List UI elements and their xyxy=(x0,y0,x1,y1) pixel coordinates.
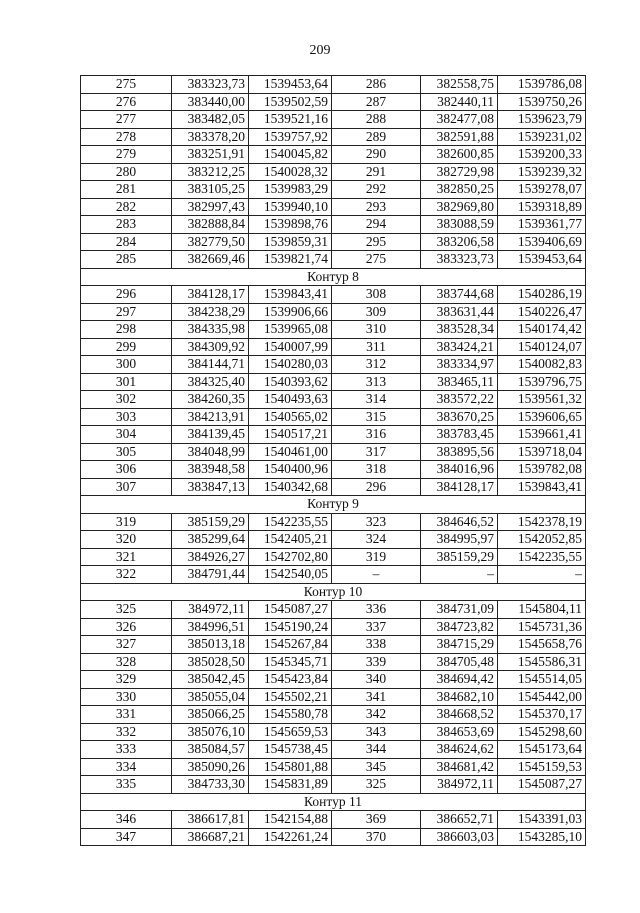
x-coordinate-cell: 384325,40 xyxy=(172,373,249,391)
y-coordinate-cell: 1539239,32 xyxy=(498,163,586,181)
y-coordinate-cell: 1543391,03 xyxy=(498,811,586,829)
table-row xyxy=(81,146,586,164)
x-coordinate-cell: 384624,62 xyxy=(421,741,498,759)
x-coordinate-cell: 382729,98 xyxy=(421,163,498,181)
point-number-cell: 320 xyxy=(81,531,172,549)
y-coordinate-cell: 1542405,21 xyxy=(249,531,332,549)
point-number-cell: 370 xyxy=(332,828,421,846)
y-coordinate-cell: 1545370,17 xyxy=(498,706,586,724)
x-coordinate-cell: 383323,73 xyxy=(421,251,498,269)
x-coordinate-cell: 382779,50 xyxy=(172,233,249,251)
point-number-cell: 327 xyxy=(81,636,172,654)
page-number: 209 xyxy=(309,43,331,58)
y-coordinate-cell: 1543285,10 xyxy=(498,828,586,846)
table-row xyxy=(81,706,586,724)
x-coordinate-cell: 384715,29 xyxy=(421,636,498,654)
x-coordinate-cell: 383206,58 xyxy=(421,233,498,251)
y-coordinate-cell: 1545298,60 xyxy=(498,723,586,741)
point-number-cell: 306 xyxy=(81,461,172,479)
x-coordinate-cell: 383783,45 xyxy=(421,426,498,444)
x-coordinate-cell: 384646,52 xyxy=(421,513,498,531)
point-number-cell: 318 xyxy=(332,461,421,479)
point-number-cell: 339 xyxy=(332,653,421,671)
x-coordinate-cell: 384048,99 xyxy=(172,443,249,461)
point-number-cell: 285 xyxy=(81,251,172,269)
point-number-cell: 303 xyxy=(81,408,172,426)
x-coordinate-cell: 385159,29 xyxy=(421,548,498,566)
point-number-cell: 331 xyxy=(81,706,172,724)
point-number-cell: 330 xyxy=(81,688,172,706)
point-number-cell: 304 xyxy=(81,426,172,444)
x-coordinate-cell: 384128,17 xyxy=(421,478,498,496)
point-number-cell: 305 xyxy=(81,443,172,461)
table-row xyxy=(81,601,586,619)
point-number-cell: 312 xyxy=(332,356,421,374)
y-coordinate-cell: 1545731,36 xyxy=(498,618,586,636)
y-coordinate-cell: 1545659,53 xyxy=(249,723,332,741)
x-coordinate-cell: 385013,18 xyxy=(172,636,249,654)
x-coordinate-cell: 384335,98 xyxy=(172,321,249,339)
x-coordinate-cell: 383948,58 xyxy=(172,461,249,479)
table-row xyxy=(81,653,586,671)
point-number-cell: 336 xyxy=(332,601,421,619)
y-coordinate-cell: 1540493,63 xyxy=(249,391,332,409)
x-coordinate-cell: 383334,97 xyxy=(421,356,498,374)
x-coordinate-cell: 382969,80 xyxy=(421,198,498,216)
y-coordinate-cell: 1542154,88 xyxy=(249,811,332,829)
x-coordinate-cell: 385090,26 xyxy=(172,758,249,776)
y-coordinate-cell: 1539561,32 xyxy=(498,391,586,409)
x-coordinate-cell: 382558,75 xyxy=(421,76,498,94)
point-number-cell: 287 xyxy=(332,93,421,111)
x-coordinate-cell: 382997,43 xyxy=(172,198,249,216)
point-number-cell: 296 xyxy=(332,478,421,496)
y-coordinate-cell: 1539278,07 xyxy=(498,181,586,199)
y-coordinate-cell: 1540028,32 xyxy=(249,163,332,181)
point-number-cell: 347 xyxy=(81,828,172,846)
x-coordinate-cell: 382600,85 xyxy=(421,146,498,164)
section-title: Контур 8 xyxy=(81,268,586,286)
table-row xyxy=(81,478,586,496)
y-coordinate-cell: 1545502,21 xyxy=(249,688,332,706)
x-coordinate-cell: 384996,51 xyxy=(172,618,249,636)
y-coordinate-cell: 1539983,29 xyxy=(249,181,332,199)
x-coordinate-cell: 384309,92 xyxy=(172,338,249,356)
table-row xyxy=(81,776,586,794)
point-number-cell: 300 xyxy=(81,356,172,374)
y-coordinate-cell: 1539821,74 xyxy=(249,251,332,269)
section-header-row xyxy=(81,268,586,286)
table-row xyxy=(81,391,586,409)
y-coordinate-cell: 1539606,65 xyxy=(498,408,586,426)
table-row xyxy=(81,636,586,654)
x-coordinate-cell: 383378,20 xyxy=(172,128,249,146)
point-number-cell: 323 xyxy=(332,513,421,531)
y-coordinate-cell: 1539796,75 xyxy=(498,373,586,391)
y-coordinate-cell: 1539965,08 xyxy=(249,321,332,339)
point-number-cell: 301 xyxy=(81,373,172,391)
y-coordinate-cell: 1539940,10 xyxy=(249,198,332,216)
table-row xyxy=(81,443,586,461)
table-row xyxy=(81,251,586,269)
table-row xyxy=(81,303,586,321)
point-number-cell: 302 xyxy=(81,391,172,409)
x-coordinate-cell: 386652,71 xyxy=(421,811,498,829)
y-coordinate-cell: 1540461,00 xyxy=(249,443,332,461)
point-number-cell: 344 xyxy=(332,741,421,759)
point-number-cell: 340 xyxy=(332,671,421,689)
y-coordinate-cell: 1540007,99 xyxy=(249,338,332,356)
x-coordinate-cell: 383744,68 xyxy=(421,286,498,304)
y-coordinate-cell: 1545738,45 xyxy=(249,741,332,759)
point-number-cell: 337 xyxy=(332,618,421,636)
point-number-cell: 338 xyxy=(332,636,421,654)
point-number-cell: 284 xyxy=(81,233,172,251)
table-row xyxy=(81,828,586,846)
point-number-cell: 309 xyxy=(332,303,421,321)
point-number-cell: 310 xyxy=(332,321,421,339)
y-coordinate-cell: 1539718,04 xyxy=(498,443,586,461)
y-coordinate-cell: 1540517,21 xyxy=(249,426,332,444)
y-coordinate-cell: 1539453,64 xyxy=(249,76,332,94)
table-row xyxy=(81,76,586,94)
x-coordinate-cell: 384260,35 xyxy=(172,391,249,409)
y-coordinate-cell: 1545345,71 xyxy=(249,653,332,671)
point-number-cell: 343 xyxy=(332,723,421,741)
y-coordinate-cell: 1545442,00 xyxy=(498,688,586,706)
x-coordinate-cell: – xyxy=(421,566,498,584)
point-number-cell: – xyxy=(332,566,421,584)
y-coordinate-cell: 1540280,03 xyxy=(249,356,332,374)
y-coordinate-cell: 1545831,89 xyxy=(249,776,332,794)
y-coordinate-cell: 1539361,77 xyxy=(498,216,586,234)
table-row xyxy=(81,741,586,759)
y-coordinate-cell: 1545658,76 xyxy=(498,636,586,654)
y-coordinate-cell: 1539786,08 xyxy=(498,76,586,94)
point-number-cell: 296 xyxy=(81,286,172,304)
table-row xyxy=(81,618,586,636)
y-coordinate-cell: 1542540,05 xyxy=(249,566,332,584)
y-coordinate-cell: 1539859,31 xyxy=(249,233,332,251)
y-coordinate-cell: 1540082,83 xyxy=(498,356,586,374)
point-number-cell: 335 xyxy=(81,776,172,794)
x-coordinate-cell: 384723,82 xyxy=(421,618,498,636)
y-coordinate-cell: 1545087,27 xyxy=(249,601,332,619)
x-coordinate-cell: 383440,00 xyxy=(172,93,249,111)
point-number-cell: 276 xyxy=(81,93,172,111)
point-number-cell: 293 xyxy=(332,198,421,216)
table-row xyxy=(81,321,586,339)
y-coordinate-cell: 1545159,53 xyxy=(498,758,586,776)
y-coordinate-cell: 1540400,96 xyxy=(249,461,332,479)
y-coordinate-cell: 1545173,64 xyxy=(498,741,586,759)
point-number-cell: 325 xyxy=(332,776,421,794)
table-row xyxy=(81,531,586,549)
y-coordinate-cell: 1539623,79 xyxy=(498,111,586,129)
table-row xyxy=(81,233,586,251)
table-row xyxy=(81,566,586,584)
point-number-cell: 289 xyxy=(332,128,421,146)
y-coordinate-cell: 1545514,05 xyxy=(498,671,586,689)
point-number-cell: 299 xyxy=(81,338,172,356)
table-row xyxy=(81,216,586,234)
x-coordinate-cell: 383323,73 xyxy=(172,76,249,94)
point-number-cell: 288 xyxy=(332,111,421,129)
point-number-cell: 282 xyxy=(81,198,172,216)
y-coordinate-cell: 1545801,88 xyxy=(249,758,332,776)
y-coordinate-cell: 1545586,31 xyxy=(498,653,586,671)
x-coordinate-cell: 384238,29 xyxy=(172,303,249,321)
x-coordinate-cell: 384733,30 xyxy=(172,776,249,794)
x-coordinate-cell: 384668,52 xyxy=(421,706,498,724)
x-coordinate-cell: 385055,04 xyxy=(172,688,249,706)
point-number-cell: 346 xyxy=(81,811,172,829)
table-row xyxy=(81,723,586,741)
point-number-cell: 281 xyxy=(81,181,172,199)
x-coordinate-cell: 385028,50 xyxy=(172,653,249,671)
table-row xyxy=(81,286,586,304)
point-number-cell: 326 xyxy=(81,618,172,636)
x-coordinate-cell: 383424,21 xyxy=(421,338,498,356)
table-row xyxy=(81,198,586,216)
point-number-cell: 307 xyxy=(81,478,172,496)
x-coordinate-cell: 384128,17 xyxy=(172,286,249,304)
table-row xyxy=(81,513,586,531)
x-coordinate-cell: 384682,10 xyxy=(421,688,498,706)
y-coordinate-cell: 1545190,24 xyxy=(249,618,332,636)
y-coordinate-cell: 1540045,82 xyxy=(249,146,332,164)
table-row xyxy=(81,373,586,391)
x-coordinate-cell: 383088,59 xyxy=(421,216,498,234)
x-coordinate-cell: 383895,56 xyxy=(421,443,498,461)
point-number-cell: 277 xyxy=(81,111,172,129)
point-number-cell: 319 xyxy=(332,548,421,566)
point-number-cell: 291 xyxy=(332,163,421,181)
point-number-cell: 311 xyxy=(332,338,421,356)
point-number-cell: 324 xyxy=(332,531,421,549)
table-row xyxy=(81,426,586,444)
table-row xyxy=(81,461,586,479)
x-coordinate-cell: 385299,64 xyxy=(172,531,249,549)
y-coordinate-cell: 1539898,76 xyxy=(249,216,332,234)
table-row xyxy=(81,163,586,181)
point-number-cell: 283 xyxy=(81,216,172,234)
point-number-cell: 315 xyxy=(332,408,421,426)
section-header-row xyxy=(81,793,586,811)
table-row xyxy=(81,688,586,706)
y-coordinate-cell: 1539502,59 xyxy=(249,93,332,111)
x-coordinate-cell: 386687,21 xyxy=(172,828,249,846)
x-coordinate-cell: 386603,03 xyxy=(421,828,498,846)
x-coordinate-cell: 382850,25 xyxy=(421,181,498,199)
y-coordinate-cell: 1539782,08 xyxy=(498,461,586,479)
y-coordinate-cell: 1540286,19 xyxy=(498,286,586,304)
x-coordinate-cell: 384681,42 xyxy=(421,758,498,776)
section-title: Контур 10 xyxy=(81,583,586,601)
point-number-cell: 322 xyxy=(81,566,172,584)
y-coordinate-cell: 1539906,66 xyxy=(249,303,332,321)
point-number-cell: 278 xyxy=(81,128,172,146)
x-coordinate-cell: 384791,44 xyxy=(172,566,249,584)
x-coordinate-cell: 383528,34 xyxy=(421,321,498,339)
x-coordinate-cell: 382888,84 xyxy=(172,216,249,234)
x-coordinate-cell: 382669,46 xyxy=(172,251,249,269)
point-number-cell: 317 xyxy=(332,443,421,461)
y-coordinate-cell: 1539750,26 xyxy=(498,93,586,111)
x-coordinate-cell: 384995,97 xyxy=(421,531,498,549)
x-coordinate-cell: 383465,11 xyxy=(421,373,498,391)
x-coordinate-cell: 385076,10 xyxy=(172,723,249,741)
y-coordinate-cell: 1539231,02 xyxy=(498,128,586,146)
table-row xyxy=(81,93,586,111)
table-row xyxy=(81,758,586,776)
point-number-cell: 308 xyxy=(332,286,421,304)
y-coordinate-cell: 1545804,11 xyxy=(498,601,586,619)
y-coordinate-cell: 1545087,27 xyxy=(498,776,586,794)
x-coordinate-cell: 384972,11 xyxy=(421,776,498,794)
point-number-cell: 286 xyxy=(332,76,421,94)
point-number-cell: 369 xyxy=(332,811,421,829)
x-coordinate-cell: 383212,25 xyxy=(172,163,249,181)
point-number-cell: 319 xyxy=(81,513,172,531)
x-coordinate-cell: 383572,22 xyxy=(421,391,498,409)
coordinates-table-body xyxy=(81,76,586,846)
y-coordinate-cell: 1539453,64 xyxy=(498,251,586,269)
x-coordinate-cell: 384731,09 xyxy=(421,601,498,619)
x-coordinate-cell: 384016,96 xyxy=(421,461,498,479)
point-number-cell: 342 xyxy=(332,706,421,724)
point-number-cell: 333 xyxy=(81,741,172,759)
table-row xyxy=(81,181,586,199)
y-coordinate-cell: – xyxy=(498,566,586,584)
x-coordinate-cell: 385084,57 xyxy=(172,741,249,759)
y-coordinate-cell: 1539318,89 xyxy=(498,198,586,216)
section-header-row xyxy=(81,496,586,514)
point-number-cell: 321 xyxy=(81,548,172,566)
y-coordinate-cell: 1539757,92 xyxy=(249,128,332,146)
point-number-cell: 275 xyxy=(332,251,421,269)
y-coordinate-cell: 1540565,02 xyxy=(249,408,332,426)
point-number-cell: 325 xyxy=(81,601,172,619)
x-coordinate-cell: 384694,42 xyxy=(421,671,498,689)
y-coordinate-cell: 1539200,33 xyxy=(498,146,586,164)
section-header-row xyxy=(81,583,586,601)
x-coordinate-cell: 384139,45 xyxy=(172,426,249,444)
x-coordinate-cell: 385042,45 xyxy=(172,671,249,689)
point-number-cell: 316 xyxy=(332,426,421,444)
point-number-cell: 280 xyxy=(81,163,172,181)
y-coordinate-cell: 1545423,84 xyxy=(249,671,332,689)
point-number-cell: 313 xyxy=(332,373,421,391)
y-coordinate-cell: 1539406,69 xyxy=(498,233,586,251)
y-coordinate-cell: 1539843,41 xyxy=(249,286,332,304)
y-coordinate-cell: 1545267,84 xyxy=(249,636,332,654)
x-coordinate-cell: 384705,48 xyxy=(421,653,498,671)
x-coordinate-cell: 382440,11 xyxy=(421,93,498,111)
y-coordinate-cell: 1542261,24 xyxy=(249,828,332,846)
x-coordinate-cell: 385159,29 xyxy=(172,513,249,531)
point-number-cell: 341 xyxy=(332,688,421,706)
point-number-cell: 290 xyxy=(332,146,421,164)
x-coordinate-cell: 384972,11 xyxy=(172,601,249,619)
x-coordinate-cell: 382591,88 xyxy=(421,128,498,146)
table-row xyxy=(81,338,586,356)
point-number-cell: 298 xyxy=(81,321,172,339)
y-coordinate-cell: 1540124,07 xyxy=(498,338,586,356)
point-number-cell: 345 xyxy=(332,758,421,776)
point-number-cell: 275 xyxy=(81,76,172,94)
section-title: Контур 9 xyxy=(81,496,586,514)
point-number-cell: 332 xyxy=(81,723,172,741)
x-coordinate-cell: 383631,44 xyxy=(421,303,498,321)
y-coordinate-cell: 1542052,85 xyxy=(498,531,586,549)
table-row xyxy=(81,111,586,129)
table-row xyxy=(81,128,586,146)
table-row xyxy=(81,671,586,689)
y-coordinate-cell: 1542378,19 xyxy=(498,513,586,531)
y-coordinate-cell: 1540342,68 xyxy=(249,478,332,496)
point-number-cell: 329 xyxy=(81,671,172,689)
coordinates-table xyxy=(80,75,586,846)
x-coordinate-cell: 386617,81 xyxy=(172,811,249,829)
table-row xyxy=(81,548,586,566)
x-coordinate-cell: 382477,08 xyxy=(421,111,498,129)
x-coordinate-cell: 385066,25 xyxy=(172,706,249,724)
y-coordinate-cell: 1539843,41 xyxy=(498,478,586,496)
table-row xyxy=(81,811,586,829)
y-coordinate-cell: 1542702,80 xyxy=(249,548,332,566)
x-coordinate-cell: 384653,69 xyxy=(421,723,498,741)
x-coordinate-cell: 383105,25 xyxy=(172,181,249,199)
point-number-cell: 328 xyxy=(81,653,172,671)
x-coordinate-cell: 383482,05 xyxy=(172,111,249,129)
y-coordinate-cell: 1545580,78 xyxy=(249,706,332,724)
y-coordinate-cell: 1539521,16 xyxy=(249,111,332,129)
y-coordinate-cell: 1542235,55 xyxy=(498,548,586,566)
y-coordinate-cell: 1542235,55 xyxy=(249,513,332,531)
point-number-cell: 297 xyxy=(81,303,172,321)
y-coordinate-cell: 1539661,41 xyxy=(498,426,586,444)
x-coordinate-cell: 383847,13 xyxy=(172,478,249,496)
y-coordinate-cell: 1540226,47 xyxy=(498,303,586,321)
x-coordinate-cell: 384213,91 xyxy=(172,408,249,426)
point-number-cell: 294 xyxy=(332,216,421,234)
x-coordinate-cell: 384926,27 xyxy=(172,548,249,566)
y-coordinate-cell: 1540393,62 xyxy=(249,373,332,391)
x-coordinate-cell: 384144,71 xyxy=(172,356,249,374)
table-row xyxy=(81,356,586,374)
section-title: Контур 11 xyxy=(81,793,586,811)
point-number-cell: 314 xyxy=(332,391,421,409)
x-coordinate-cell: 383670,25 xyxy=(421,408,498,426)
x-coordinate-cell: 383251,91 xyxy=(172,146,249,164)
point-number-cell: 295 xyxy=(332,233,421,251)
table-row xyxy=(81,408,586,426)
point-number-cell: 279 xyxy=(81,146,172,164)
point-number-cell: 334 xyxy=(81,758,172,776)
point-number-cell: 292 xyxy=(332,181,421,199)
y-coordinate-cell: 1540174,42 xyxy=(498,321,586,339)
